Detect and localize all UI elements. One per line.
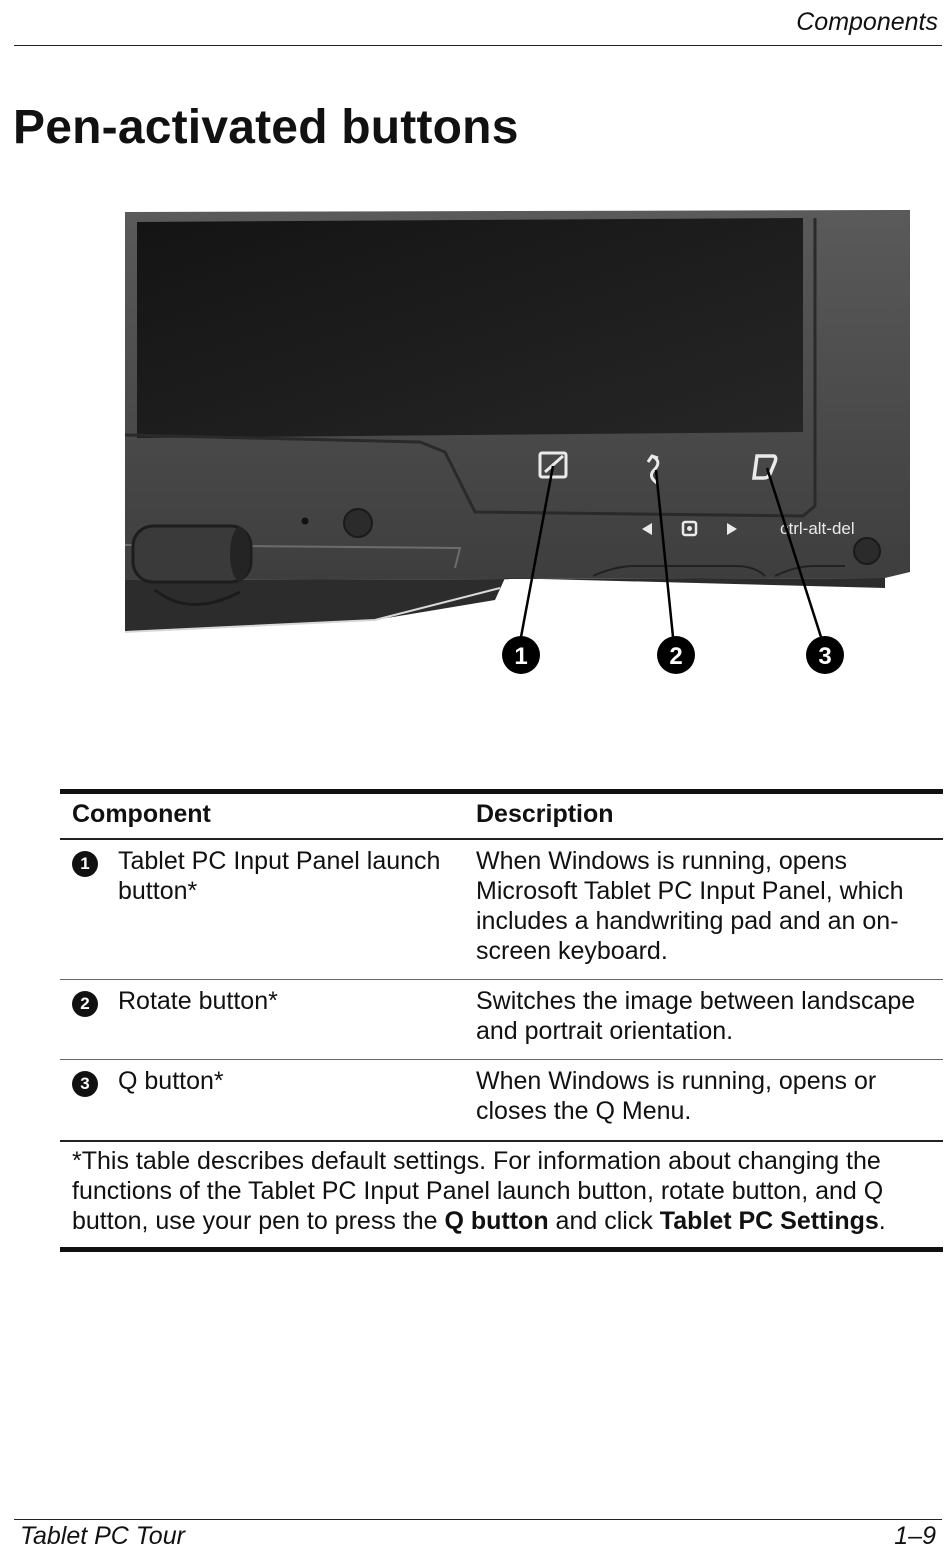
- component-description: Switches the image between landscape and portrait orientation.: [464, 980, 943, 1060]
- callout-3: [806, 636, 844, 674]
- callout-1: [502, 636, 540, 674]
- table-footnote: *This table describes default settings. For information about changing the functions of the Tablet PC Input Panel launch button, rotate button, and Q button, use your pen to press the Q button and click Tablet PC Settings.: [60, 1141, 943, 1250]
- tablet-bezel-illustration: [115, 200, 915, 690]
- table-row: [60, 1060, 943, 1142]
- callout-2: [657, 636, 695, 674]
- component-name: Q button*: [110, 1060, 464, 1142]
- page-title: Pen-activated buttons: [13, 101, 519, 154]
- table-header-row: [60, 794, 943, 839]
- ctrl-alt-del-label: ctrl-alt-del: [780, 519, 855, 538]
- component-description: When Windows is running, opens Microsoft Tablet PC Input Panel, which includes a handwriting pad and an on-screen keyboard.: [464, 839, 943, 980]
- table-footnote-row: [60, 1141, 943, 1250]
- table-row: [60, 839, 943, 980]
- column-header-description: Description: [464, 794, 943, 839]
- table-row: [60, 980, 943, 1060]
- footer-divider: [14, 1519, 942, 1520]
- header-divider: [14, 45, 942, 46]
- component-name: Tablet PC Input Panel launch button*: [110, 839, 464, 980]
- svg-text:2: 2: [669, 643, 683, 670]
- row-number-badge: 1: [72, 851, 98, 877]
- page-number: 1–9: [894, 1522, 936, 1550]
- component-description: When Windows is running, opens or closes the Q Menu.: [464, 1060, 943, 1142]
- footer-chapter-title: Tablet PC Tour: [20, 1522, 185, 1550]
- component-name: Rotate button*: [110, 980, 464, 1060]
- running-header: Components: [796, 8, 938, 36]
- row-number-badge: 2: [72, 991, 98, 1017]
- components-table: [60, 789, 943, 1252]
- svg-text:1: 1: [514, 643, 528, 670]
- column-header-component: Component: [60, 794, 464, 839]
- svg-text:3: 3: [818, 643, 832, 670]
- row-number-badge: 3: [72, 1071, 98, 1097]
